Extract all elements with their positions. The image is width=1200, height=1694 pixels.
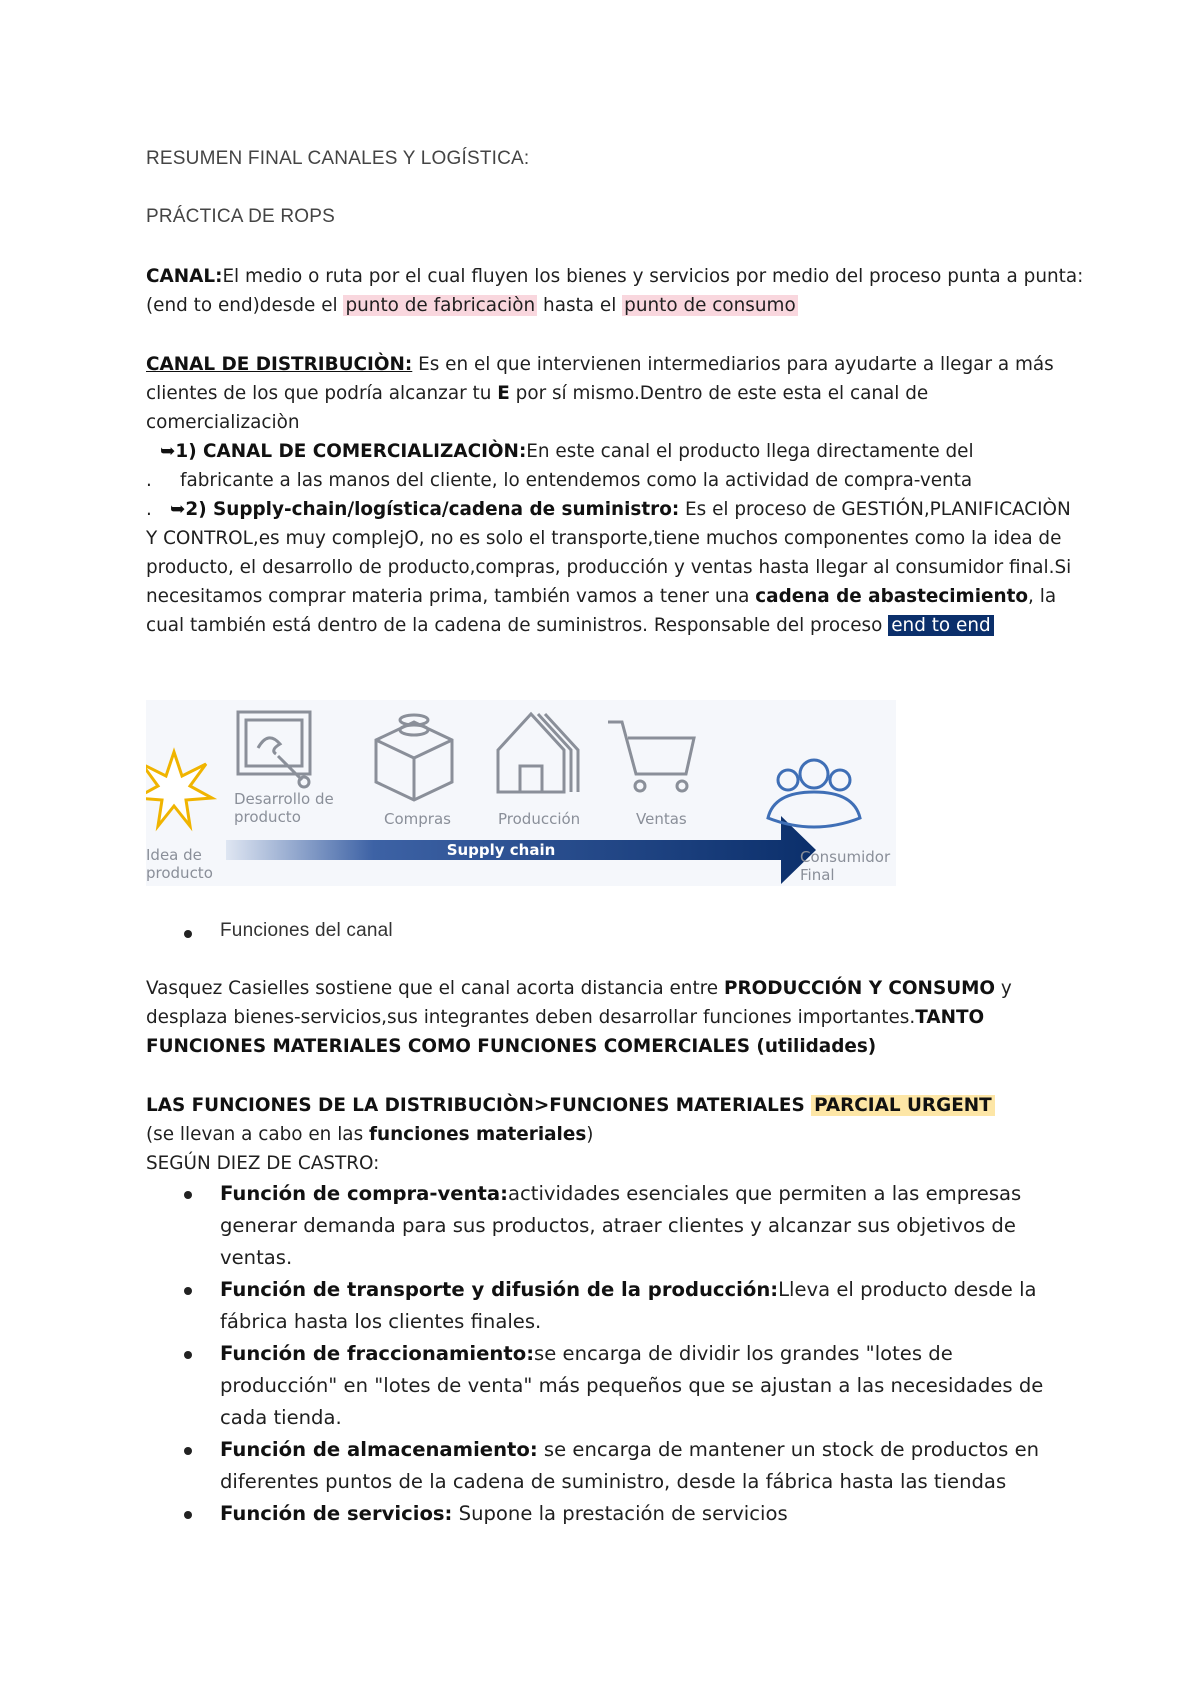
highlight-end-to-end: end to end — [888, 615, 993, 636]
list-item — [146, 1434, 1076, 1498]
bullet-dot — [184, 1351, 192, 1359]
list-item-text: se encarga de dividir los grandes "lotes de producción" en "lotes de venta" más pequeños que se ajustan a las necesidades de cada tienda. — [220, 1342, 1044, 1429]
item2-heading: ➥2) Supply-chain/logística/cadena de suministro: — [170, 499, 680, 520]
funciones-dist-line2-a: (se llevan a cabo en las — [146, 1124, 369, 1145]
design-frame-icon — [238, 712, 310, 787]
funciones-dist-bold: LAS FUNCIONES DE LA DISTRIBUCIÒN>FUNCIONES MATERIALES — [146, 1095, 812, 1116]
boxes-icon — [376, 715, 452, 800]
factory-icon — [498, 714, 578, 792]
canal-distribucion-definition — [146, 350, 1086, 437]
list-item — [146, 1338, 1076, 1434]
funciones-list — [146, 1178, 1076, 1530]
item2-bold: cadena de abastecimiento — [755, 586, 1029, 607]
supply-chain-diagram — [146, 700, 896, 886]
funciones-del-canal-text: Funciones del canal — [220, 920, 393, 941]
canal-definition — [146, 262, 1086, 320]
ventas-label: Ventas — [636, 810, 687, 828]
item2-text-a: Es el proceso de GESTIÓN,PLANIFICACIÒN Y CONTROL,es muy complejO, no es solo el transporte,tiene muchos componentes como la idea de producto, el desarrollo de producto,compras, producción y ventas hasta llegar al consumidor final.Si necesitamos comprar materia prima, también vamos a tener una — [146, 499, 1072, 607]
bullet-dot — [184, 1191, 192, 1199]
item1-text: En este canal el producto llega directamente del — [526, 441, 974, 462]
idea-label-line1: Idea de — [146, 846, 202, 864]
canal-distribucion-text2: por sí mismo.Dentro de este esta el canal de comercializaciòn — [146, 383, 929, 433]
canal-distribucion-text: Es en el que intervienen intermediarios para ayudarte a llegar a más clientes de los que podría alcanzar tu — [146, 354, 1054, 404]
highlight-punto-consumo: punto de consumo — [624, 295, 796, 316]
list-item-term: Función de almacenamiento: — [220, 1438, 538, 1461]
vasquez-paragraph — [146, 974, 1086, 1061]
idea-label-line2: producto — [146, 864, 213, 882]
item2-dot: . — [146, 499, 152, 520]
canal-text-b: hasta el — [537, 295, 623, 316]
list-item-text: actividades esenciales que permiten a las empresas generar demanda para sus productos, atraer clientes y alcanzar sus objetivos de ventas. — [220, 1182, 1022, 1269]
list-item — [146, 1274, 1076, 1338]
supply-chain-label: Supply chain — [446, 841, 556, 859]
vasquez-bold1: PRODUCCIÓN Y CONSUMO — [723, 978, 996, 999]
desarrollo-label-line1: Desarrollo de — [234, 790, 334, 808]
item1-text2: fabricante a las manos del cliente, lo entendemos como la actividad de compra-venta — [180, 470, 973, 491]
canal-term: CANAL: — [146, 266, 223, 287]
list-item-term: Función de compra-venta: — [220, 1182, 508, 1205]
document-subtitle: PRÁCTICA DE ROPS — [146, 206, 336, 227]
supply-chain-svg — [146, 700, 896, 886]
produccion-label: Producción — [498, 810, 581, 828]
bullet-dot — [184, 1511, 192, 1519]
list-item-text: Supone la prestación de servicios — [452, 1502, 788, 1525]
vasquez-bold2: TANTO FUNCIONES MATERIALES COMO FUNCIONES COMERCIALES (utilidades) — [146, 1007, 985, 1057]
canal-distribucion-e: E — [497, 383, 510, 404]
item1-dot: . — [146, 470, 152, 491]
list-item-term: Función de transporte y difusión de la producción: — [220, 1278, 779, 1301]
item1-heading: ➥1) CANAL DE COMERCIALIZACIÒN: — [160, 441, 527, 462]
highlight-parcial-urgent: PARCIAL URGENT — [811, 1095, 995, 1116]
desarrollo-label-line2: producto — [234, 808, 301, 826]
compras-label: Compras — [384, 810, 451, 828]
bullet-dot — [184, 1447, 192, 1455]
list-item — [146, 1498, 1076, 1530]
bullet-dot — [184, 930, 192, 938]
vasquez-text-a: Vasquez Casielles sostiene que el canal acorta distancia entre — [146, 978, 724, 999]
list-item-text: Lleva el producto desde la fábrica hasta los clientes finales. — [220, 1278, 1037, 1333]
cart-icon — [608, 722, 694, 791]
document-title: RESUMEN FINAL CANALES Y LOGÍSTICA: — [146, 148, 530, 169]
vasquez-text-b: y desplaza bienes-servicios,sus integrantes deben desarrollar funciones importantes. — [146, 978, 1012, 1028]
list-item-term: Función de servicios: — [220, 1502, 453, 1525]
consumidor-label-line2: Final — [800, 866, 835, 884]
funciones-dist-line2-b: ) — [586, 1124, 594, 1145]
list-item — [146, 1178, 1076, 1274]
list-item-term: Función de fraccionamiento: — [220, 1342, 535, 1365]
highlight-punto-fabricacion: punto de fabricaciòn — [345, 295, 536, 316]
funciones-dist-line3: SEGÚN DIEZ DE CASTRO: — [146, 1153, 380, 1174]
item-comercializacion — [146, 437, 1086, 495]
bullet-dot — [184, 1287, 192, 1295]
star-icon — [146, 752, 212, 826]
canal-text-a: El medio o ruta por el cual fluyen los bienes y servicios por medio del proceso punta a punta: (end to end)desde el — [146, 266, 1084, 316]
canal-distribucion-term: CANAL DE DISTRIBUCIÒN: — [146, 354, 413, 375]
funciones-distribucion-heading — [146, 1091, 1086, 1178]
item2-text-b: , la cual también está dentro de la cadena de suministros. Responsable del proceso — [146, 586, 1057, 636]
consumidor-label-line1: Consumidor — [800, 848, 891, 866]
funciones-dist-line2-bold: funciones materiales — [369, 1124, 587, 1145]
list-item-text: se encarga de mantener un stock de productos en diferentes puntos de la cadena de suministro, desde la fábrica hasta las tiendas — [220, 1438, 1040, 1493]
item-supply-chain — [146, 495, 1086, 640]
